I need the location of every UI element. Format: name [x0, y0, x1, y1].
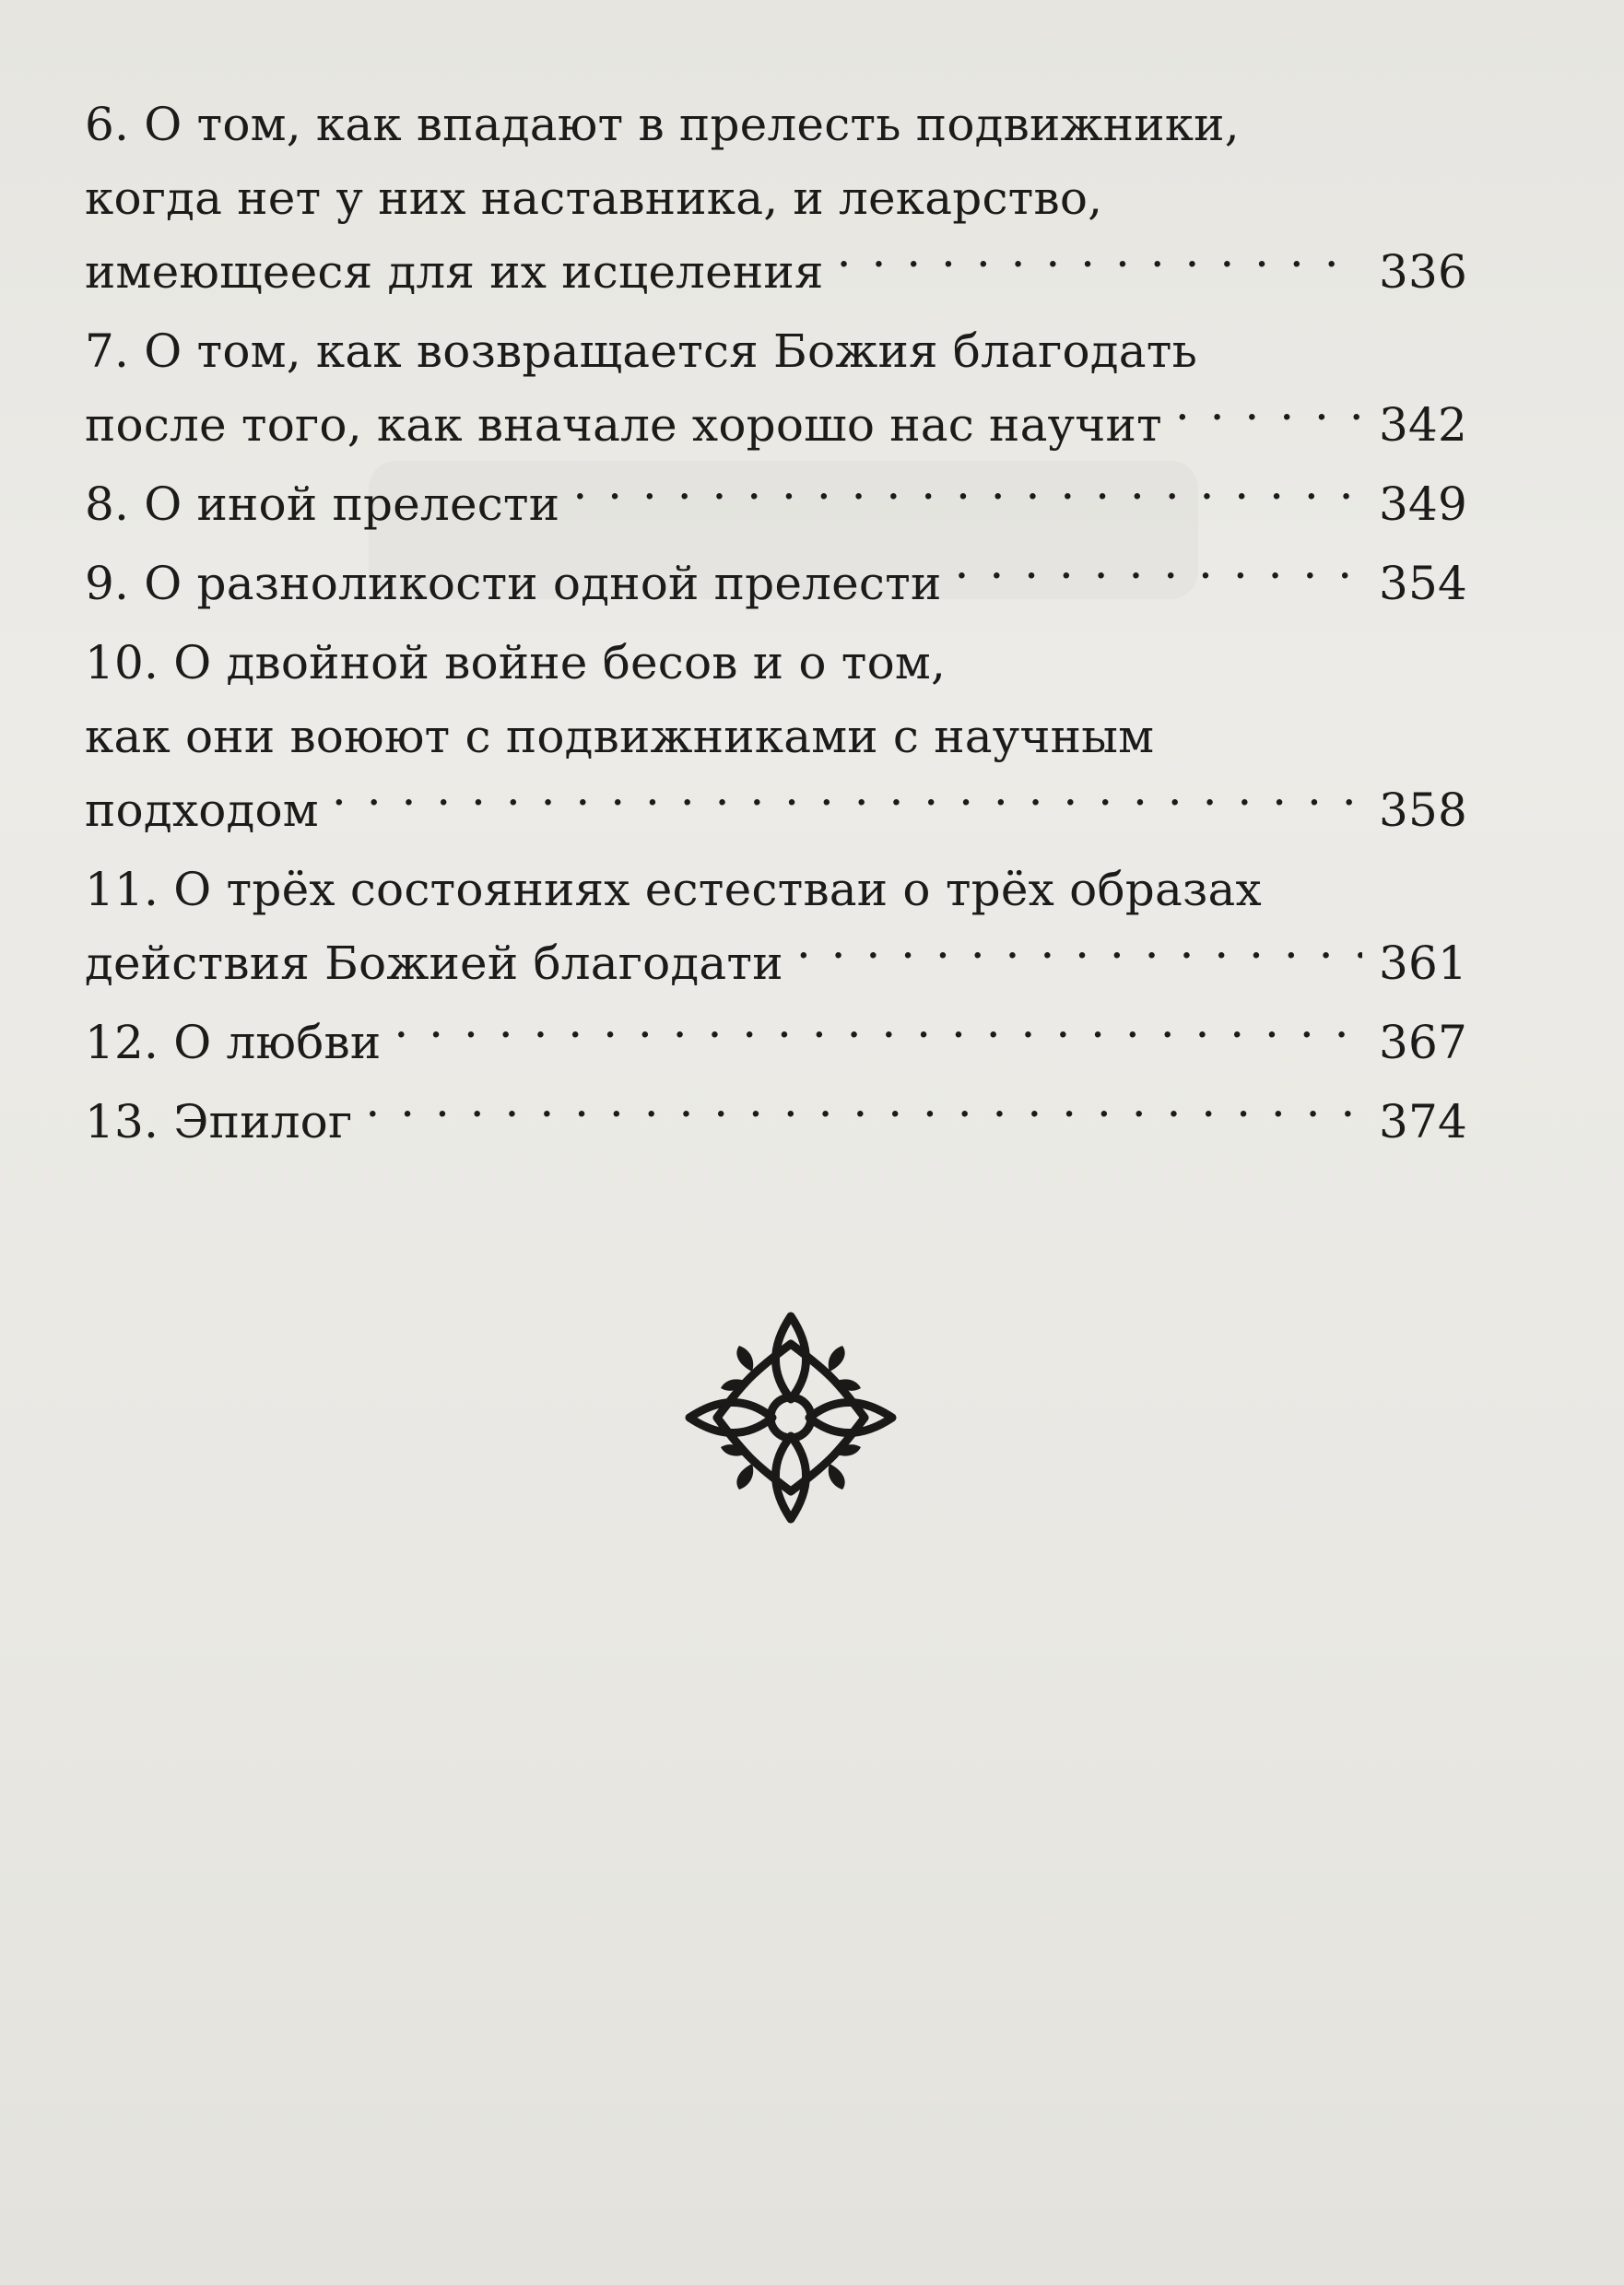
page-number: 342 — [1379, 398, 1468, 452]
toc-entry-line: когда нет у них наставника, и лекарство, — [85, 171, 1103, 225]
toc-entry-line: как они воюют с подвижниками с научным — [85, 710, 1155, 763]
page-number: 374 — [1379, 1095, 1468, 1148]
page-number: 349 — [1379, 477, 1468, 531]
celtic-knot-ornament-icon — [680, 1307, 901, 1528]
toc-entry-line: 11. О трёх состояниях естестваи о трёх образах — [85, 863, 1262, 916]
toc-entry-title: после того, как вначале хорошо нас научит — [85, 398, 1162, 452]
toc-entry-10 — [85, 626, 1467, 847]
toc-entry-8 — [85, 467, 1467, 541]
toc-entry-last-line — [85, 926, 1467, 1000]
toc-entry-12 — [85, 1006, 1467, 1079]
dot-leader — [332, 780, 1362, 826]
toc-entry-title: действия Божией благодати — [85, 936, 783, 990]
toc-entry-title: 12. О любви — [85, 1016, 382, 1069]
toc-entry-7 — [85, 314, 1467, 462]
toc-entry-title: имеющееся для их исцеления — [85, 245, 824, 299]
table-of-contents — [85, 88, 1467, 1159]
page-number: 354 — [1379, 557, 1468, 610]
toc-entry-13 — [85, 1085, 1467, 1159]
toc-entry-line: 10. О двойной войне бесов и о том, — [85, 636, 947, 689]
page-number: 367 — [1379, 1016, 1468, 1069]
toc-entry-title: 9. О разноликости одной прелести — [85, 557, 942, 610]
toc-entry-line: 7. О том, как возвращается Божия благодать — [85, 324, 1198, 378]
page-number: 361 — [1379, 936, 1468, 990]
toc-entry-title: подходом — [85, 783, 319, 837]
dot-leader — [1175, 395, 1362, 441]
toc-entry-last-line — [85, 1006, 1467, 1079]
toc-entry-9 — [85, 547, 1467, 620]
dot-leader — [796, 933, 1362, 979]
toc-entry-last-line — [85, 1085, 1467, 1159]
toc-entry-last-line — [85, 388, 1467, 462]
toc-entry-last-line — [85, 547, 1467, 620]
dot-leader — [837, 241, 1362, 288]
dot-leader — [394, 1012, 1362, 1058]
toc-entry-6 — [85, 88, 1467, 309]
toc-entry-last-line — [85, 773, 1467, 847]
toc-entry-line: 6. О том, как впадают в прелесть подвижники, — [85, 98, 1240, 151]
dot-leader — [572, 474, 1362, 520]
dot-leader — [955, 553, 1362, 599]
dot-leader — [365, 1091, 1362, 1137]
toc-entry-last-line — [85, 467, 1467, 541]
toc-entry-title: 8. О иной прелести — [85, 477, 560, 531]
toc-entry-11 — [85, 853, 1467, 1000]
page-number: 336 — [1379, 245, 1468, 299]
toc-entry-title: 13. Эпилог — [85, 1095, 353, 1148]
toc-entry-last-line — [85, 235, 1467, 309]
page-number: 358 — [1379, 783, 1468, 837]
